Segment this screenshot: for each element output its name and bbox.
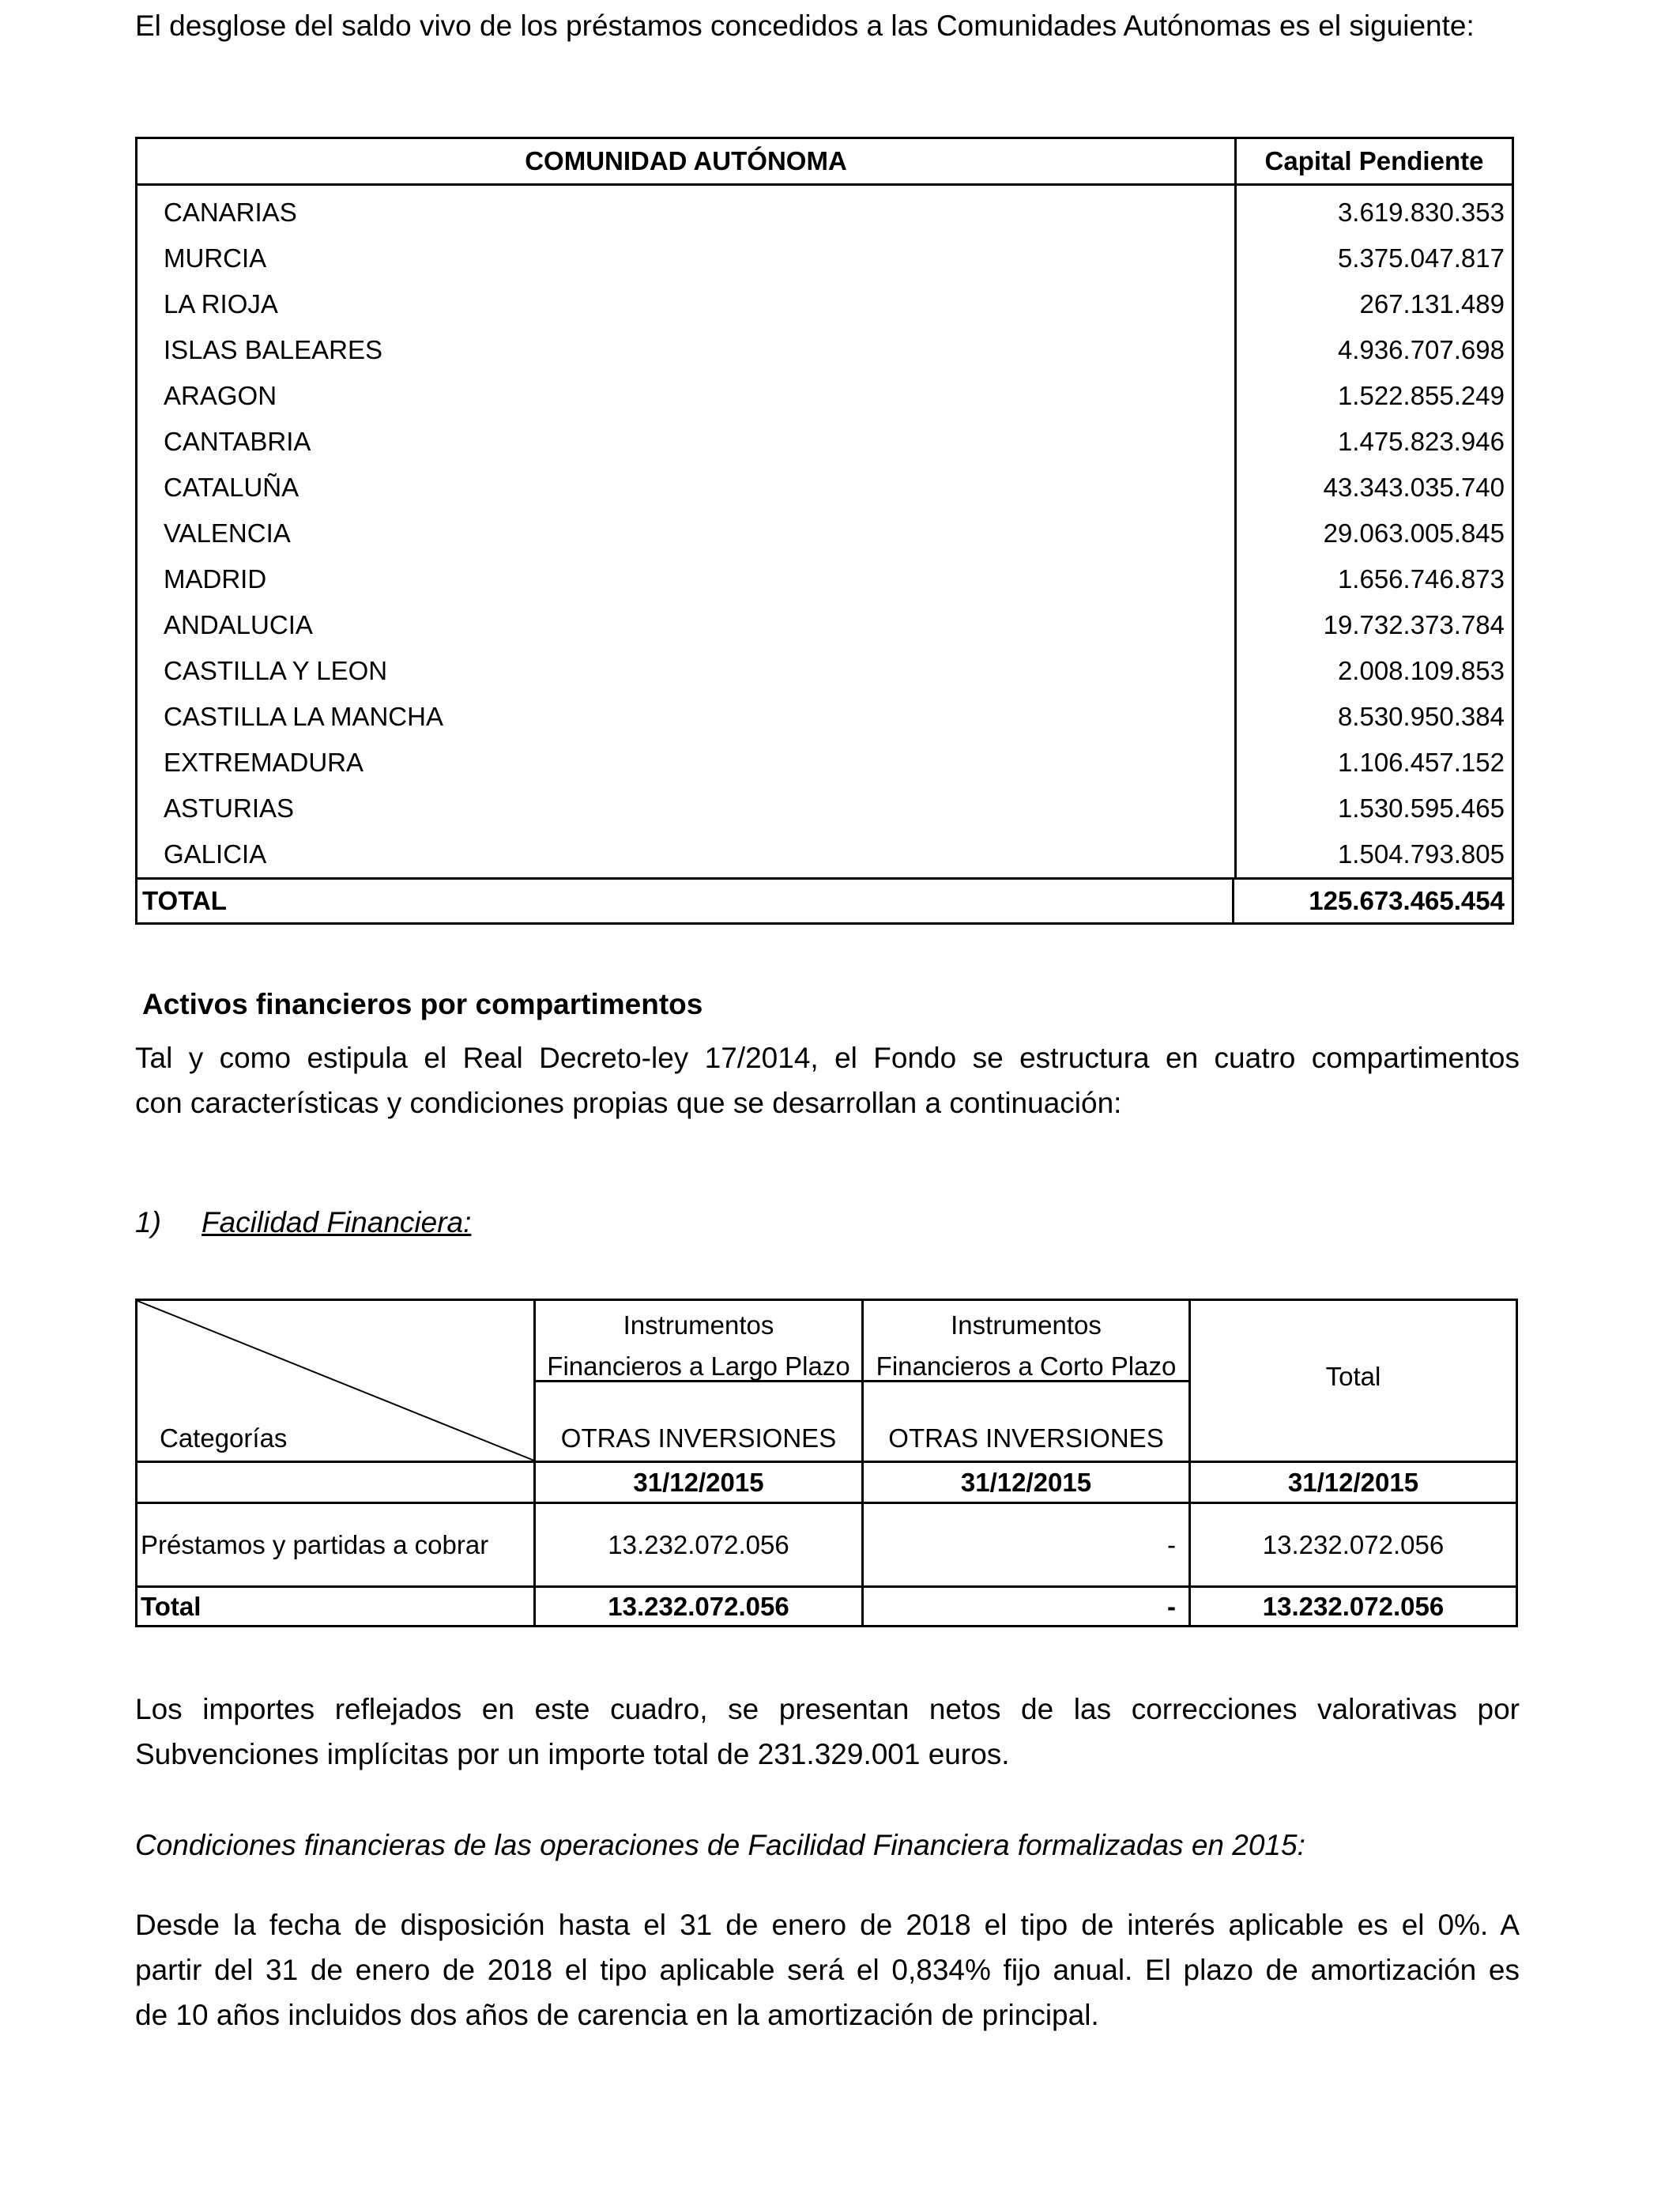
region-cell: MURCIA — [164, 243, 267, 273]
capital-cell: 19.732.373.784 — [1323, 610, 1505, 639]
t2-total-label: Total — [141, 1592, 202, 1621]
sub-long: OTRAS INVERSIONES — [560, 1423, 837, 1453]
corner-label: Categorías — [160, 1423, 288, 1453]
col-header-capital: Capital Pendiente — [1264, 146, 1484, 175]
conditions-heading: Condiciones financieras de las operaciones de Facilidad Financiera formalizadas en 2015: — [135, 1829, 1305, 1861]
col-short-title-line2: Financieros a Corto Plazo — [876, 1351, 1177, 1381]
row-long: 13.232.072.056 — [608, 1530, 789, 1559]
section-paragraph-line: con características y condiciones propias que se desarrollan a continuación: — [135, 1087, 1122, 1119]
col-header-region: COMUNIDAD AUTÓNOMA — [137, 139, 1237, 183]
region-cell: CASTILLA LA MANCHA — [164, 702, 443, 731]
capital-cell: 1.530.595.465 — [1337, 794, 1505, 823]
t2-total-long: 13.232.072.056 — [608, 1592, 789, 1621]
col-long-title-line1: Instrumentos — [623, 1310, 774, 1340]
total-label: TOTAL — [137, 880, 1234, 922]
facility-table — [135, 1299, 1518, 1627]
capital-table-body — [137, 186, 1512, 877]
col-long-title — [536, 1305, 861, 1387]
subsection-number: 1) — [135, 1206, 161, 1238]
region-cell: ANDALUCIA — [164, 610, 313, 639]
net-paragraph-line: Los importes reflejados en este cuadro, se presentan netos de las correcciones valorativas por — [135, 1693, 1520, 1725]
net-paragraph-line: Subvenciones implícitas por un importe total de 231.329.001 euros. — [135, 1738, 1010, 1770]
net-paragraph — [135, 1687, 1520, 1777]
t2-total-total: 13.232.072.056 — [1262, 1592, 1445, 1621]
col-short-title — [864, 1305, 1188, 1387]
section-paragraph — [135, 1035, 1520, 1125]
row-label: Préstamos y partidas a cobrar — [141, 1530, 489, 1559]
date-long: 31/12/2015 — [633, 1468, 764, 1497]
subsection-heading — [135, 1200, 1520, 1245]
section-heading: Activos financieros por compartimentos — [142, 988, 703, 1020]
region-cell: ARAGON — [164, 381, 277, 410]
region-cell: VALENCIA — [164, 518, 291, 548]
subsection-title: Facilidad Financiera: — [202, 1206, 472, 1238]
region-cell: CANARIAS — [164, 198, 297, 227]
row-short: - — [1167, 1530, 1176, 1559]
region-cell: EXTREMADURA — [164, 748, 364, 777]
region-cell: LA RIOJA — [164, 289, 278, 319]
capital-cell: 1.106.457.152 — [1337, 748, 1505, 777]
capital-table-total-row — [137, 877, 1512, 922]
col-long-title-line2: Financieros a Largo Plazo — [547, 1351, 850, 1381]
sub-short: OTRAS INVERSIONES — [888, 1423, 1164, 1453]
region-cell: CASTILLA Y LEON — [164, 656, 388, 685]
capital-cell: 43.343.035.740 — [1323, 473, 1505, 502]
intro-text: El desglose del saldo vivo de los préstamos concedidos a las Comunidades Autónomas es el siguiente: — [135, 9, 1475, 42]
region-cell: CATALUÑA — [164, 473, 299, 502]
region-column — [137, 186, 1237, 877]
col-total-title: Total — [1325, 1362, 1381, 1391]
t2-total-short: - — [1167, 1592, 1176, 1621]
date-total: 31/12/2015 — [1287, 1468, 1419, 1497]
col-short-title-line1: Instrumentos — [951, 1310, 1102, 1340]
capital-cell: 1.504.793.805 — [1337, 839, 1505, 869]
conditions-paragraph-line: Desde la fecha de disposición hasta el 31 de enero de 2018 el tipo de interés aplicable es el 0%. A — [135, 1909, 1520, 1941]
capital-table-header — [137, 139, 1512, 186]
capital-cell: 267.131.489 — [1359, 289, 1505, 319]
region-cell: ISLAS BALEARES — [164, 335, 382, 364]
capital-column — [1237, 186, 1512, 877]
conditions-paragraph-line: partir del 31 de enero de 2018 el tipo aplicable será el 0,834% fijo anual. El plazo de amortización es — [135, 1954, 1520, 1986]
capital-cell: 8.530.950.384 — [1337, 702, 1505, 731]
capital-cell: 3.619.830.353 — [1337, 198, 1505, 227]
region-cell: MADRID — [164, 564, 267, 594]
capital-cell: 1.656.746.873 — [1337, 564, 1505, 594]
section-paragraph-line: Tal y como estipula el Real Decreto-ley 17/2014, el Fondo se estructura en cuatro compartimentos — [135, 1042, 1520, 1074]
capital-cell: 1.522.855.249 — [1337, 381, 1505, 410]
region-cell: GALICIA — [164, 839, 267, 869]
total-value: 125.673.465.454 — [1309, 886, 1505, 915]
capital-cell: 29.063.005.845 — [1323, 518, 1505, 548]
row-total: 13.232.072.056 — [1262, 1530, 1445, 1559]
conditions-paragraph — [135, 1902, 1520, 2038]
region-cell: ASTURIAS — [164, 794, 295, 823]
capital-table — [135, 137, 1514, 925]
date-short: 31/12/2015 — [960, 1468, 1092, 1497]
region-cell: CANTABRIA — [164, 427, 311, 456]
capital-cell: 5.375.047.817 — [1337, 243, 1505, 273]
conditions-paragraph-line: de 10 años incluidos dos años de carencia en la amortización de principal. — [135, 1999, 1099, 2031]
capital-cell: 2.008.109.853 — [1337, 656, 1505, 685]
capital-cell: 4.936.707.698 — [1337, 335, 1505, 364]
capital-cell: 1.475.823.946 — [1337, 427, 1505, 456]
